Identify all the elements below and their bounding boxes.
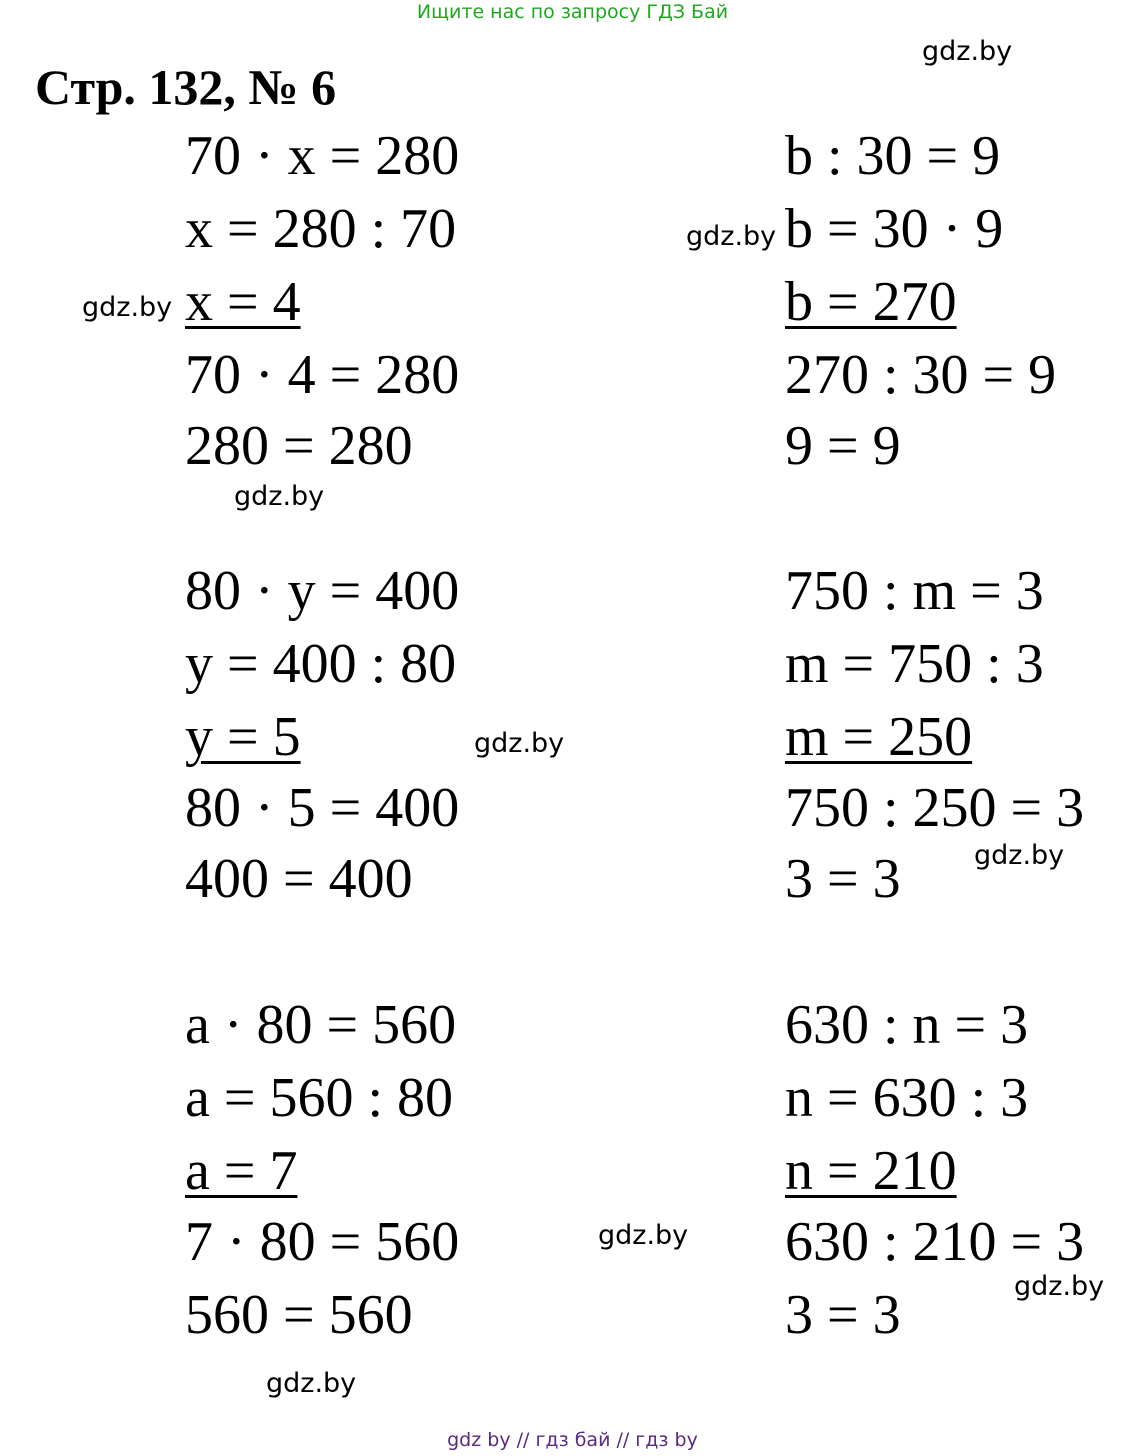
watermark: gdz.by — [266, 1368, 357, 1399]
watermark: gdz.by — [598, 1220, 689, 1251]
watermark: gdz.by — [1014, 1271, 1105, 1302]
watermark: gdz.by — [974, 840, 1065, 871]
equation-line: 3 = 3 — [785, 1284, 901, 1346]
equation-answer: n = 210 — [785, 1140, 957, 1202]
equation-line: 80 · y = 400 — [185, 560, 460, 622]
equation-line: y = 400 : 80 — [185, 633, 457, 695]
equation-line: 9 = 9 — [785, 415, 901, 477]
equation-line: 70 · 4 = 280 — [185, 344, 460, 406]
equation-answer: m = 250 — [785, 706, 973, 768]
equation-line: 270 : 30 = 9 — [785, 344, 1057, 406]
equation-line: 750 : m = 3 — [785, 560, 1044, 622]
equation-line: 70 · x = 280 — [185, 125, 460, 187]
watermark: gdz.by — [474, 728, 565, 759]
equation-line: 400 = 400 — [185, 848, 413, 910]
equation-line: 7 · 80 = 560 — [185, 1211, 460, 1273]
equation-answer: y = 5 — [185, 706, 301, 768]
watermark: gdz.by — [82, 292, 173, 323]
search-banner: Ищите нас по запросу ГДЗ Бай — [416, 1, 729, 23]
watermark: gdz.by — [686, 221, 777, 252]
page-title: Стр. 132, № 6 — [35, 59, 337, 115]
footer-links: gdz by // гдз бай // гдз by — [447, 1429, 698, 1451]
equation-line: 630 : 210 = 3 — [785, 1211, 1085, 1273]
equation-answer: a = 7 — [185, 1140, 298, 1202]
equation-line: a = 560 : 80 — [185, 1067, 453, 1129]
equation-answer: b = 270 — [785, 271, 957, 333]
equation-line: 750 : 250 = 3 — [785, 777, 1085, 839]
watermark: gdz.by — [234, 481, 325, 512]
equation-line: 3 = 3 — [785, 848, 901, 910]
equation-line: b = 30 · 9 — [785, 198, 1004, 260]
equation-line: m = 750 : 3 — [785, 633, 1044, 695]
equation-line: 560 = 560 — [185, 1284, 413, 1346]
equation-line: b : 30 = 9 — [785, 125, 1001, 187]
equation-line: 630 : n = 3 — [785, 994, 1029, 1056]
equation-answer: x = 4 — [185, 271, 301, 333]
equation-line: n = 630 : 3 — [785, 1067, 1029, 1129]
equation-line: a · 80 = 560 — [185, 994, 457, 1056]
equation-line: x = 280 : 70 — [185, 198, 457, 260]
equation-line: 280 = 280 — [185, 415, 413, 477]
watermark: gdz.by — [922, 36, 1013, 67]
equation-line: 80 · 5 = 400 — [185, 777, 460, 839]
